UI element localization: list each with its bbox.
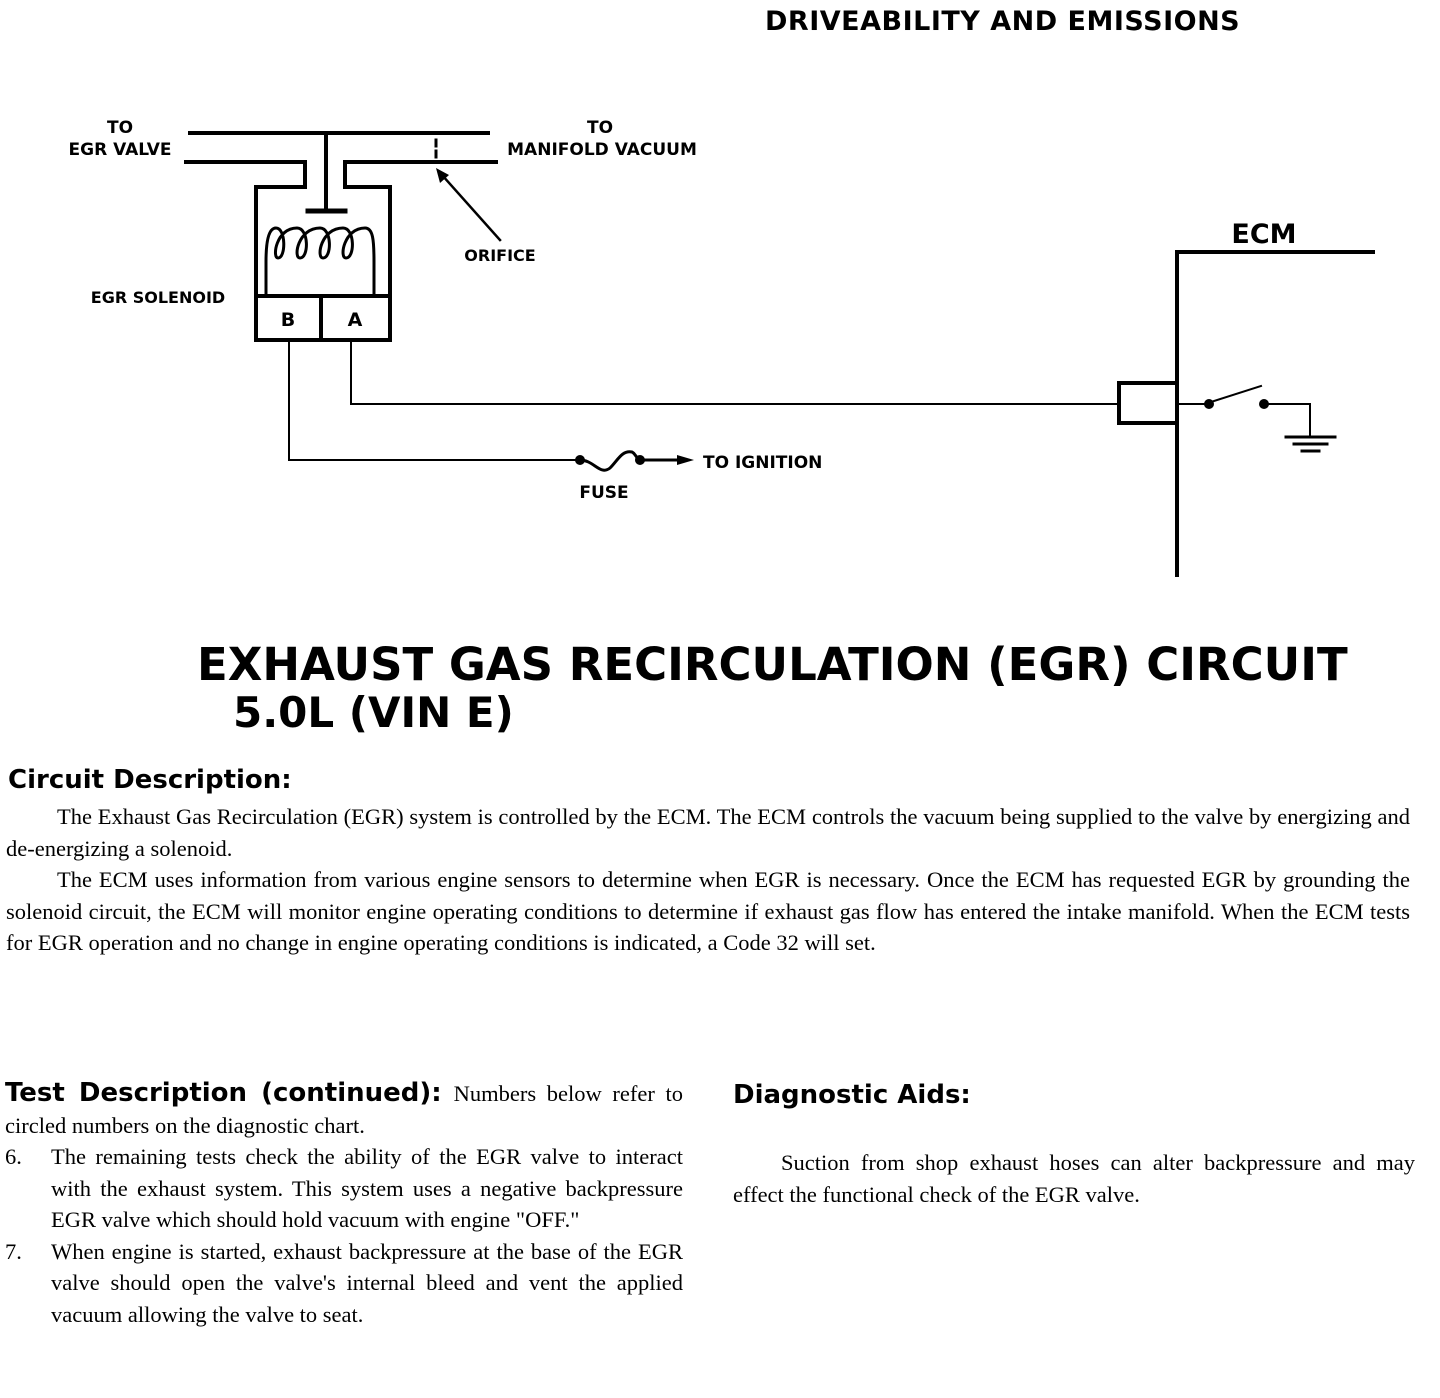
fuse-terminal-right [635, 455, 645, 465]
fuse-terminal-left [575, 455, 585, 465]
fuse-symbol [580, 452, 640, 470]
label-to-egr-2: EGR VALVE [68, 140, 172, 160]
label-to-ignition: TO IGNITION [703, 453, 823, 473]
label-ecm: ECM [1231, 219, 1297, 250]
test-step-number: 7. [5, 1238, 22, 1264]
label-terminal-b: B [280, 309, 296, 331]
diagnostic-aids-section [733, 1078, 1415, 1210]
test-step-number: 6. [5, 1144, 22, 1169]
ecm-boundary [1177, 252, 1373, 575]
test-step [5, 1236, 683, 1331]
circuit-paragraph-2: The ECM uses information from various engine sensors to determine when EGR is necessary. Once the ECM has requested EGR by grounding the solenoid circuit, the ECM will monitor engine operating conditions to determine if exhaust gas flow has entered the intake manifold. When the ECM tests for EGR operation and no change in engine operating conditions is indicated, a Code 32 will set. [6, 867, 1410, 955]
ignition-arrowhead [677, 455, 694, 465]
circuit-paragraph-1: The Exhaust Gas Recirculation (EGR) system is controlled by the ECM. The ECM controls the vacuum being supplied to the valve by energizing and de-energizing a solenoid. [6, 804, 1410, 861]
circuit-description-body [6, 801, 1410, 959]
label-to-manifold-1: TO [586, 118, 614, 138]
test-intro-text: Numbers below refer to circled numbers on the diagnostic chart. [5, 1081, 683, 1138]
orifice-pointer [442, 175, 500, 240]
test-description-intro [5, 1078, 683, 1141]
test-description-heading: Test Description (continued): [5, 1078, 442, 1108]
label-terminal-a: A [347, 309, 363, 331]
label-orifice: ORIFICE [464, 246, 536, 265]
page-subtitle: 5.0L (VIN E) [233, 688, 514, 737]
ecm-connector [1119, 383, 1177, 423]
ecm-switch-blade [1211, 386, 1261, 402]
test-steps-list [5, 1141, 683, 1330]
section-header: DRIVEABILITY AND EMISSIONS [765, 6, 1241, 37]
circuit-description-heading: Circuit Description: [8, 765, 292, 795]
wire-terminal-a-to-ecm [351, 340, 1120, 404]
egr-circuit-diagram [0, 0, 1440, 600]
test-step-text: When engine is started, exhaust backpressure at the base of the EGR valve should open the valve's internal bleed and vent the applied vacuum allowing the valve to seat. [51, 1238, 683, 1327]
label-to-egr-1: TO [106, 118, 134, 138]
label-egr-solenoid: EGR SOLENOID [90, 288, 226, 307]
test-step-text: The remaining tests check the ability of the EGR valve to interact with the exhaust system. This system uses a negative backpressure EGR valve which should hold vacuum with engine "OFF." [51, 1144, 683, 1232]
diagnostic-aids-body: Suction from shop exhaust hoses can alter backpressure and may effect the functional check of the EGR valve. [733, 1150, 1415, 1207]
switch-contact-left [1204, 399, 1214, 409]
wire-terminal-b-to-fuse [289, 340, 580, 460]
label-fuse: FUSE [579, 483, 629, 503]
test-description-section [5, 1078, 683, 1330]
diagnostic-aids-heading: Diagnostic Aids: [733, 1080, 971, 1110]
test-step [5, 1141, 683, 1236]
switch-contact-right [1259, 399, 1269, 409]
label-to-manifold-2: MANIFOLD VACUUM [507, 140, 697, 160]
page-title: EXHAUST GAS RECIRCULATION (EGR) CIRCUIT [197, 638, 1348, 691]
solenoid-coil [266, 228, 374, 262]
